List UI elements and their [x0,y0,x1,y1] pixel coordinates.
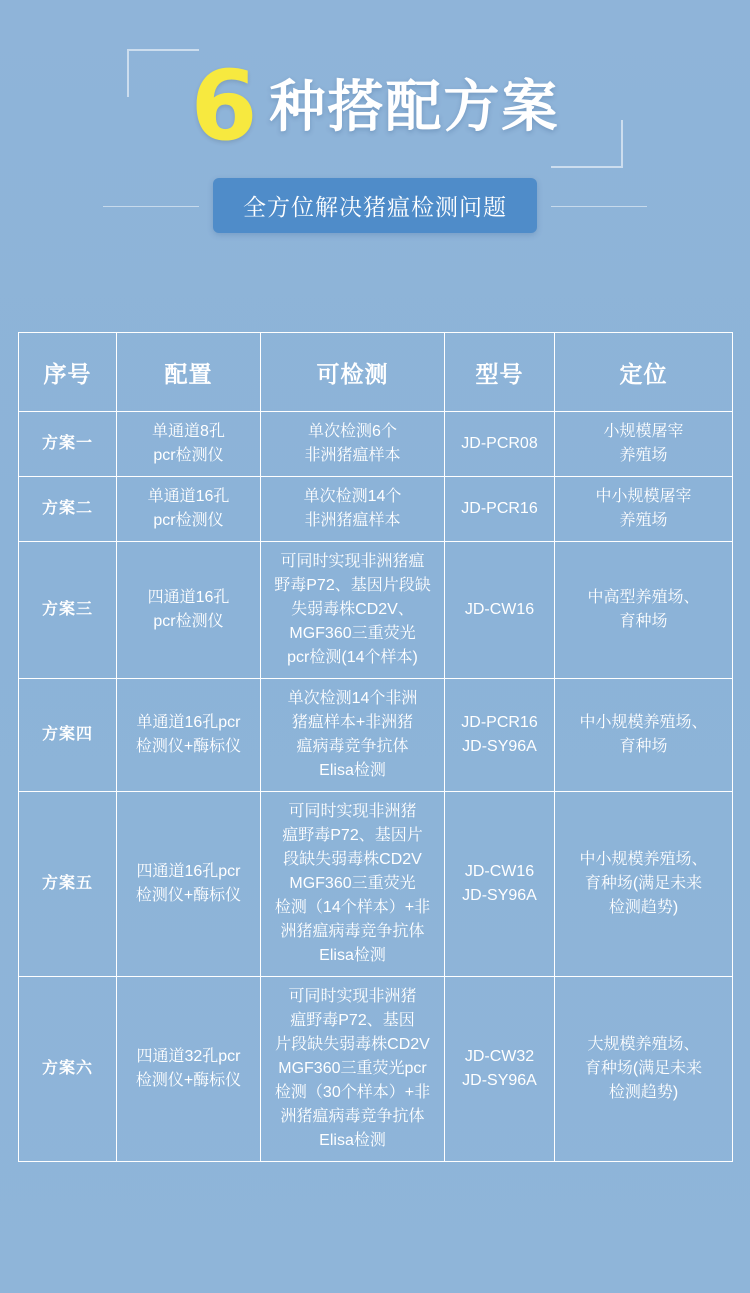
cell-no: 方案五 [19,792,117,977]
cell-no: 方案二 [19,477,117,542]
header-section [0,0,750,300]
cell-model: JD-PCR16 JD-SY96A [445,679,555,792]
plan-table [18,332,733,1162]
cell-position: 中小规模养殖场、 育种场 [555,679,733,792]
cell-no: 方案一 [19,412,117,477]
subtitle-text: 全方位解决猪瘟检测问题 [243,194,507,220]
cell-position: 中小规模养殖场、 育种场(满足未来 检测趋势) [555,792,733,977]
table-row [19,412,733,477]
cell-detect: 可同时实现非洲猪 瘟野毒P72、基因 片段缺失弱毒株CD2V MGF360三重荧光pcr 检测（30个样本）+非 洲猪瘟病毒竞争抗体 Elisa检测 [261,977,445,1162]
table-body [19,412,733,1162]
cell-position: 小规模屠宰 养殖场 [555,412,733,477]
column-header-config: 配置 [117,333,261,412]
table-row [19,477,733,542]
cell-detect: 可同时实现非洲猪瘟 野毒P72、基因片段缺 失弱毒株CD2V、 MGF360三重荧光 pcr检测(14个样本) [261,542,445,679]
table-row [19,792,733,977]
cell-config: 单通道16孔pcr 检测仪+酶标仪 [117,679,261,792]
table-header-row [19,333,733,412]
headline-box [155,50,596,162]
cell-model: JD-CW16 [445,542,555,679]
cell-no: 方案三 [19,542,117,679]
cell-position: 大规模养殖场、 育种场(满足未来 检测趋势) [555,977,733,1162]
subtitle-group [0,178,750,233]
cell-config: 四通道16孔pcr 检测仪+酶标仪 [117,792,261,977]
headline-group [0,50,750,162]
corner-bracket-top-left-icon [127,49,199,97]
plan-table-wrapper [18,332,732,1162]
cell-model: JD-PCR16 [445,477,555,542]
headline-number: 6 [190,50,256,162]
cell-detect: 单次检测14个非洲 猪瘟样本+非洲猪 瘟病毒竞争抗体 Elisa检测 [261,679,445,792]
table-header [19,333,733,412]
table-row [19,679,733,792]
column-header-position: 定位 [555,333,733,412]
cell-model: JD-CW16 JD-SY96A [445,792,555,977]
cell-config: 单通道8孔 pcr检测仪 [117,412,261,477]
table-row [19,977,733,1162]
cell-model: JD-CW32 JD-SY96A [445,977,555,1162]
cell-config: 四通道32孔pcr 检测仪+酶标仪 [117,977,261,1162]
pill-line-right-icon [551,206,647,207]
column-header-detect: 可检测 [261,333,445,412]
column-header-no: 序号 [19,333,117,412]
headline-title: 种搭配方案 [269,74,560,138]
subtitle-pill [213,178,537,233]
cell-detect: 单次检测14个 非洲猪瘟样本 [261,477,445,542]
cell-detect: 可同时实现非洲猪 瘟野毒P72、基因片 段缺失弱毒株CD2V MGF360三重荧光 检测（14个样本）+非 洲猪瘟病毒竞争抗体 Elisa检测 [261,792,445,977]
cell-position: 中小规模屠宰 养殖场 [555,477,733,542]
cell-no: 方案四 [19,679,117,792]
cell-model: JD-PCR08 [445,412,555,477]
cell-config: 四通道16孔 pcr检测仪 [117,542,261,679]
cell-detect: 单次检测6个 非洲猪瘟样本 [261,412,445,477]
column-header-model: 型号 [445,333,555,412]
cell-position: 中高型养殖场、 育种场 [555,542,733,679]
corner-bracket-bottom-right-icon [551,120,623,168]
pill-line-left-icon [103,206,199,207]
cell-no: 方案六 [19,977,117,1162]
table-row [19,542,733,679]
cell-config: 单通道16孔 pcr检测仪 [117,477,261,542]
